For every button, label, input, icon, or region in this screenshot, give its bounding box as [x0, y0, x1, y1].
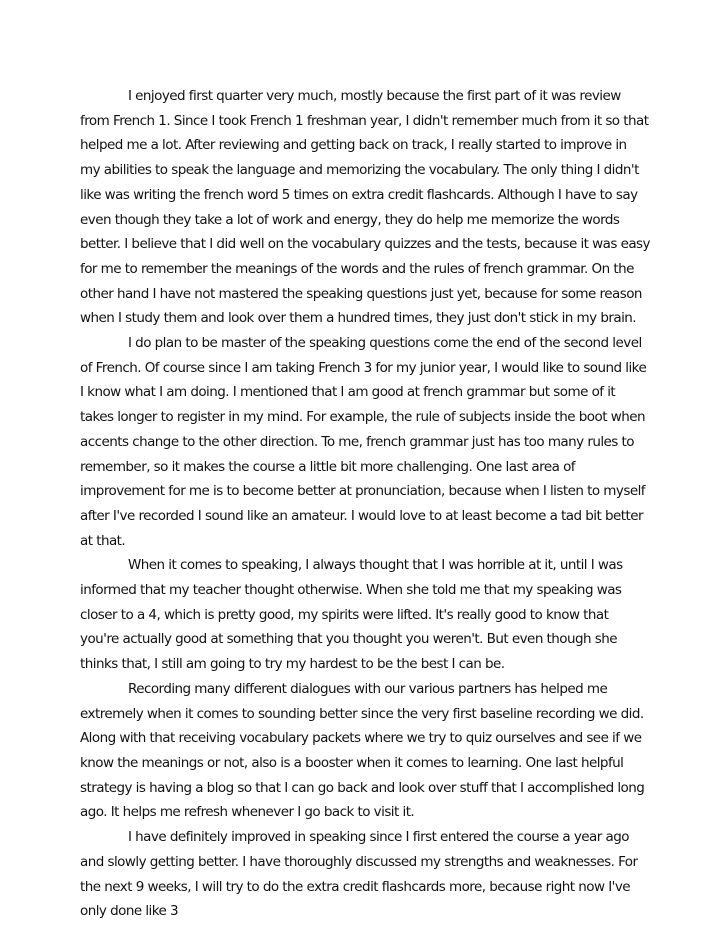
- paragraph-speaking-feedback: When it comes to speaking, I always thought that I was horrible at it, until I was informed that my teacher thought otherwise. When she told me that my speaking was closer to a 4, which is pretty good, my spirits were lifted. It's really good to know that you're actually good at something that you thought you weren't. But even though she thinks that, I still am going to try my hardest to be the best I can be.: [80, 557, 623, 673]
- essay-body: [80, 84, 650, 924]
- paragraph-first-quarter: I enjoyed first quarter very much, mostly because the first part of it was review from French 1. Since I took French 1 freshman year, I didn't remember much from it so that helped me a lot. After reviewing and getting back on track, I really started to improve in my abilities to speak the language and memorizing the vocabulary. The only thing I didn't like was writing the french word 5 times on extra credit flashcards. Although I have to say even though they take a lot of work and energy, they do help me memorize the words better. I believe that I did well on the vocabulary quizzes and the tests, because it was easy for me to remember the meanings of the words and the rules of french grammar. On the other hand I have not mastered the speaking questions just yet, because for some reason when I study them and look over them a hundred times, they just don't stick in my brain.: [80, 88, 650, 327]
- paragraph-improvement-plan: I have definitely improved in speaking since I first entered the course a year ago and slowly getting better. I have thoroughly discussed my strengths and weaknesses. For the next 9 weeks, I will try to do the extra credit flashcards more, because right now I've only done like 3: [80, 829, 638, 920]
- paragraph-helpful-strategies: Recording many different dialogues with our various partners has helped me extremely when it comes to sounding better since the very first baseline recording we did. Along with that receiving vocabulary packets where we try to quiz ourselves and see if we know the meanings or not, also is a booster when it comes to learning. One last helpful strategy is having a blog so that I can go back and look over stuff that I accomplished long ago. It helps me refresh whenever I go back to visit it.: [80, 680, 645, 821]
- paragraph-speaking-goals: I do plan to be master of the speaking questions come the end of the second level of French. Of course since I am taking French 3 for my junior year, I would like to sound like I know what I am doing. I mentioned that I am good at french grammar but some of it takes longer to register in my mind. For example, the rule of subjects inside the boot when accents change to the other direction. To me, french grammar just has too many rules to remember, so it makes the course a little bit more challenging. One last area of improvement for me is to become better at pronunciation, because when I listen to myself after I've recorded I sound like an amateur. I would love to at least become a tad bit better at that.: [80, 335, 647, 549]
